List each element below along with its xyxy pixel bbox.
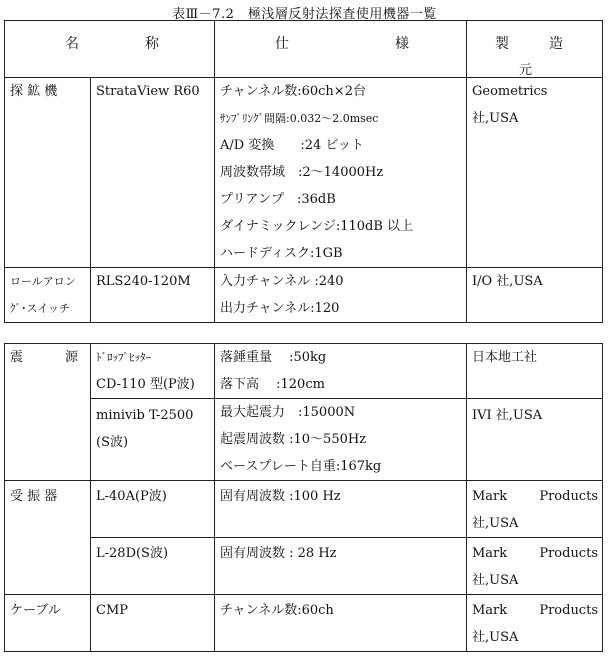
model-cell	[91, 344, 215, 399]
spec-line: チャンネル数:60ch×2台	[220, 84, 366, 99]
maker-cell	[467, 399, 603, 481]
spec-cell	[215, 399, 467, 481]
header-name-b: 称	[145, 36, 159, 52]
maker-cell	[467, 344, 603, 399]
spec-line: 入力チャンネル :240	[220, 274, 344, 289]
model-seismograph: StrataView R60	[96, 84, 200, 99]
category-rollalong-b: ｸﾞ･スイッチ	[10, 302, 71, 315]
spec-line: ベースプレート自重:167kg	[220, 459, 382, 474]
maker-line	[467, 483, 602, 510]
equipment-table-upper	[4, 20, 603, 323]
maker-word: Mark	[472, 603, 508, 618]
table-title: 表Ⅲ－7.2 極浅層反射法探査使用機器一覧	[172, 7, 437, 22]
category-cell	[5, 481, 91, 595]
table-row-cable	[5, 595, 603, 652]
maker-line: 社,USA	[472, 516, 519, 531]
category-receiver: 受 振 器	[10, 489, 58, 504]
maker-cell	[467, 268, 603, 323]
model-cell	[91, 268, 215, 323]
category-source-a: 震	[10, 350, 24, 365]
maker-word: Products	[539, 489, 598, 504]
category-cable: ケーブル	[10, 603, 61, 618]
maker-line	[467, 597, 602, 624]
model-cmp: CMP	[96, 603, 129, 618]
model-minivib-a: minivib T-2500	[96, 408, 194, 423]
table-row-receiver-l40	[5, 481, 603, 538]
spec-cell	[215, 481, 467, 538]
model-cell	[91, 399, 215, 481]
maker-word: Mark	[472, 489, 508, 504]
header-spec-cell	[215, 21, 467, 78]
table-row-source-minivib	[5, 399, 603, 481]
header-name-a: 名	[65, 36, 79, 52]
spec-line: ｻﾝﾌﾟﾘﾝｸﾞ間隔:0.032～2.0msec	[220, 112, 379, 125]
spec-line: 最大起震力 :15000N	[220, 405, 356, 420]
maker-line: Geometrics	[472, 84, 548, 99]
spec-line: ハードディスク:1GB	[220, 246, 343, 261]
category-source	[5, 344, 90, 371]
spec-cell	[215, 344, 467, 399]
spec-cell	[215, 268, 467, 323]
category-cell	[5, 78, 91, 268]
table-row-source-drop	[5, 344, 603, 399]
table-row-seismograph	[5, 78, 603, 268]
model-cell	[91, 481, 215, 538]
maker-word: Products	[539, 603, 598, 618]
maker-cell	[467, 538, 603, 595]
maker-line: 社,USA	[472, 111, 519, 126]
spec-line: プリアンプ :36dB	[220, 192, 336, 207]
maker-word: Mark	[472, 546, 508, 561]
maker-cell	[467, 481, 603, 538]
table-row-rollalong	[5, 268, 603, 323]
header-maker-cell	[467, 21, 603, 78]
header-row	[5, 21, 603, 78]
maker-line	[467, 540, 602, 567]
category-cell	[5, 344, 91, 481]
category-seismograph: 探 鉱 機	[10, 84, 58, 99]
header-spec-b: 様	[395, 36, 409, 52]
model-cell	[91, 538, 215, 595]
model-rollalong: RLS240-120M	[96, 274, 191, 289]
spec-line: 固有周波数 : 28 Hz	[220, 546, 337, 561]
spec-line: チャンネル数:60ch	[220, 603, 334, 618]
spec-cell	[215, 595, 467, 652]
header-name-cell	[5, 21, 215, 78]
maker-line: 社,USA	[472, 630, 519, 645]
spec-line: ダイナミックレンジ:110dB 以上	[220, 219, 414, 234]
model-drop-b: CD-110 型(P波)	[96, 377, 195, 392]
category-cell	[5, 268, 91, 323]
model-cell	[91, 78, 215, 268]
equipment-table-lower	[4, 343, 603, 652]
table-row-receiver-l28	[5, 538, 603, 595]
maker-line: IVI 社,USA	[472, 408, 543, 423]
maker-line: I/O 社,USA	[472, 274, 543, 289]
model-l40: L-40A(P波)	[96, 489, 167, 504]
spec-line: 落下高 :120cm	[220, 377, 325, 392]
model-l28: L-28D(S波)	[96, 546, 169, 561]
spec-line: A/D 変換 :24 ビット	[220, 138, 364, 153]
spec-cell	[215, 78, 467, 268]
header-maker-b: 造	[549, 36, 563, 52]
header-maker-a: 製	[495, 36, 509, 52]
spec-cell	[215, 538, 467, 595]
model-cell	[91, 595, 215, 652]
model-minivib-b: (S波)	[96, 435, 129, 450]
maker-line: 社,USA	[472, 573, 519, 588]
header-spec-a: 仕	[275, 36, 289, 52]
category-rollalong-a: ロールアロン	[10, 275, 76, 288]
spec-line: 固有周波数 :100 Hz	[220, 489, 341, 504]
spec-line: 出力チャンネル:120	[220, 301, 340, 316]
header-maker-c: 元	[519, 63, 533, 78]
maker-line: 日本地工社	[472, 350, 538, 365]
model-drop-a: ﾄﾞﾛｯﾌﾟﾋｯﾀｰ	[96, 351, 151, 364]
category-cell	[5, 595, 91, 652]
spec-line: 周波数帯域 :2～14000Hz	[220, 165, 384, 180]
spec-line: 起震周波数 :10～550Hz	[220, 432, 367, 447]
maker-cell	[467, 595, 603, 652]
category-source-b: 源	[64, 350, 78, 365]
maker-word: Products	[539, 546, 598, 561]
maker-cell	[467, 78, 603, 268]
spec-line: 落錘重量 :50kg	[220, 350, 327, 365]
